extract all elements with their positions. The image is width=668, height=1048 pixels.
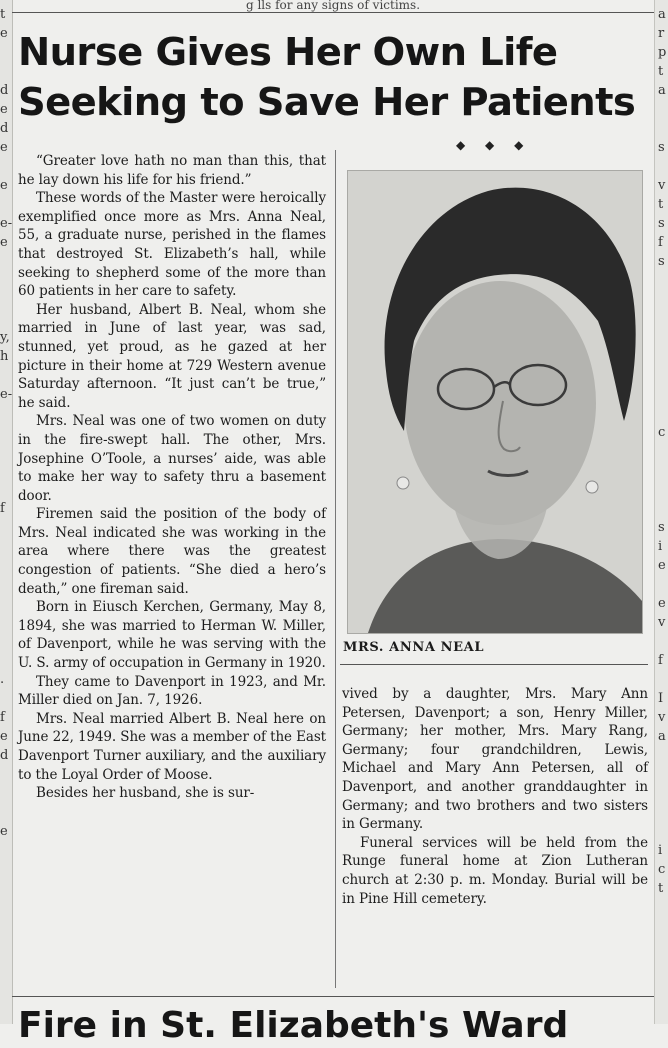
edge-letter: e xyxy=(0,26,8,41)
edge-letter: v xyxy=(658,178,666,193)
edge-letter xyxy=(0,310,11,329)
edge-letter xyxy=(658,937,668,956)
edge-letter: i xyxy=(658,843,663,858)
edge-letter: f xyxy=(0,501,5,516)
edge-letter: e- xyxy=(0,216,13,231)
edge-letter xyxy=(0,595,11,614)
edge-letter: e xyxy=(0,235,8,250)
edge-letter: e xyxy=(0,102,8,117)
edge-letter: f xyxy=(658,235,663,250)
edge-letter xyxy=(658,804,668,823)
edge-letter: s xyxy=(658,140,665,155)
edge-letter xyxy=(0,690,11,709)
edge-letter xyxy=(658,918,668,937)
previous-article-fragment: g lls for any signs of victims. xyxy=(245,0,421,12)
edge-letter: e xyxy=(658,596,666,611)
article-paragraph: Mrs. Neal was one of two women on duty in the fire-swept hall. The other, Mrs. Josephine O’Toole, a nurses’ aide, was able to make her way to safety thru a basement door. xyxy=(18,413,326,504)
article-paragraph: They came to Davenport in 1923, and Mr. Miller died on Jan. 7, 1926. xyxy=(18,673,326,709)
caption-rule xyxy=(340,664,648,665)
edge-letter xyxy=(0,576,11,595)
article-paragraph: “Greater love hath no man than this, that he lay down his life for his friend.” xyxy=(18,153,326,188)
edge-letter: h xyxy=(0,349,9,364)
article-paragraph: Besides her husband, she is sur- xyxy=(36,785,255,802)
portrait-illustration xyxy=(348,171,642,633)
edge-letter xyxy=(0,405,11,424)
edge-letter xyxy=(0,956,11,975)
article-paragraph: Funeral services will be held from the Runge funeral home at Zion Lutheran church at 2:30 p. m. Monday. Burial will be in Pine Hill cemetery. xyxy=(342,834,648,907)
article-paragraph: Mrs. Neal married Albert B. Neal here on June 22, 1949. She was a member of the East Davenport Turner auxiliary, and the auxiliary to the Loyal Order of Moose. xyxy=(18,710,326,783)
edge-letter xyxy=(658,576,668,595)
edge-letter xyxy=(658,899,668,918)
edge-letter xyxy=(0,158,11,177)
article-column-1 xyxy=(18,152,326,803)
edge-letter xyxy=(658,500,668,519)
adjacent-column-left xyxy=(0,0,13,1024)
edge-letter xyxy=(0,272,11,291)
edge-letter xyxy=(658,823,668,842)
edge-letter: s xyxy=(658,520,665,535)
edge-letter xyxy=(658,101,668,120)
edge-letter: t xyxy=(658,197,664,212)
left-edge-fragments xyxy=(0,6,11,1013)
ornament-diamonds: ◆ ◆ ◆ xyxy=(456,138,532,152)
edge-letter: t xyxy=(658,881,664,896)
edge-letter: d xyxy=(0,748,9,763)
article-paragraph: vived by a daughter, Mrs. Mary Ann Petersen, Davenport; a son, Henry Miller, Germany; her mother, Mrs. Mary Rang, Germany; four grandchildren, Lewis, Michael and Mary Ann Petersen, all of Davenport, and another granddaughter in Germany; and two brothers and two sisters in Germany. xyxy=(342,686,648,833)
edge-letter: e xyxy=(658,558,666,573)
edge-letter xyxy=(658,956,668,975)
edge-letter: i xyxy=(658,539,663,554)
edge-letter: t xyxy=(658,64,664,79)
edge-letter: e xyxy=(0,178,8,193)
bottom-rule xyxy=(12,996,654,997)
edge-letter xyxy=(0,975,11,994)
edge-letter xyxy=(0,614,11,633)
edge-letter: t xyxy=(0,7,6,22)
edge-letter xyxy=(0,785,11,804)
edge-letter xyxy=(658,348,668,367)
edge-letter xyxy=(658,291,668,310)
edge-letter: e xyxy=(0,140,8,155)
edge-letter xyxy=(0,424,11,443)
edge-letter xyxy=(658,481,668,500)
edge-letter: c xyxy=(658,425,666,440)
edge-letter: I xyxy=(658,691,664,706)
edge-letter xyxy=(0,481,11,500)
next-headline-fragment: Fire in St. Elizabeth's Ward xyxy=(18,1005,569,1046)
edge-letter: c xyxy=(658,862,666,877)
edge-letter xyxy=(0,861,11,880)
edge-letter xyxy=(658,785,668,804)
edge-letter xyxy=(0,63,11,82)
edge-letter xyxy=(0,44,11,63)
edge-letter: y, xyxy=(0,330,10,345)
edge-letter xyxy=(0,880,11,899)
edge-letter xyxy=(0,899,11,918)
edge-letter xyxy=(658,272,668,291)
edge-letter xyxy=(0,367,11,386)
headline-line-1: Nurse Gives Her Own Life xyxy=(18,30,558,75)
edge-letter: s xyxy=(658,216,665,231)
edge-letter: v xyxy=(658,710,666,725)
photo-caption: MRS. ANNA NEAL xyxy=(343,640,485,655)
headline-line-2: Seeking to Save Her Patients xyxy=(18,80,636,125)
edge-letter xyxy=(658,766,668,785)
edge-letter xyxy=(658,310,668,329)
edge-letter xyxy=(658,386,668,405)
edge-letter: p xyxy=(658,45,667,60)
article-paragraph: Her husband, Albert B. Neal, whom she married in June of last year, was sad, stunned, yet proud, as he gazed at her picture in their home at 729 Western avenue Saturday afternoon. “It just can’t be true,” he said. xyxy=(18,301,326,411)
edge-letter: s xyxy=(658,254,665,269)
edge-letter xyxy=(658,462,668,481)
edge-letter xyxy=(0,652,11,671)
edge-letter xyxy=(0,291,11,310)
article-paragraph: Born in Eiusch Kerchen, Germany, May 8, 1894, she was married to Herman W. Miller, of Davenport, while he was serving with the U. S. army of occupation in Germany in 1920. xyxy=(18,599,326,672)
edge-letter xyxy=(0,804,11,823)
edge-letter xyxy=(0,937,11,956)
edge-letter xyxy=(0,538,11,557)
edge-letter xyxy=(0,633,11,652)
edge-letter: a xyxy=(658,729,666,744)
edge-letter xyxy=(658,633,668,652)
edge-letter: d xyxy=(0,121,9,136)
column-rule xyxy=(335,150,336,988)
edge-letter: e xyxy=(0,824,8,839)
edge-letter: e- xyxy=(0,387,13,402)
edge-letter xyxy=(0,994,11,1013)
edge-letter xyxy=(658,158,668,177)
edge-letter xyxy=(658,443,668,462)
edge-letter xyxy=(658,405,668,424)
edge-letter: f xyxy=(0,710,5,725)
edge-letter: d xyxy=(0,83,9,98)
edge-letter xyxy=(658,367,668,386)
edge-letter xyxy=(0,918,11,937)
edge-letter xyxy=(658,329,668,348)
edge-letter xyxy=(658,120,668,139)
edge-letter xyxy=(0,443,11,462)
edge-letter xyxy=(0,462,11,481)
edge-letter: a xyxy=(658,83,666,98)
article-paragraph: These words of the Master were heroically exemplified once more as Mrs. Anna Neal, 55, a graduate nurse, perished in the flames that destroyed St. Elizabeth’s hall, while seeking to shepherd some of the more than 60 patients in her care to safety. xyxy=(18,190,326,300)
edge-letter: v xyxy=(658,615,666,630)
article-paragraph: Firemen said the position of the body of Mrs. Neal indicated she was working in the area where there was the greatest congestion of patients. “She died a hero’s death,” one fireman said. xyxy=(18,506,326,597)
headline xyxy=(18,28,638,128)
edge-letter xyxy=(0,766,11,785)
edge-letter xyxy=(658,671,668,690)
edge-letter xyxy=(0,196,11,215)
edge-letter: e xyxy=(0,729,8,744)
edge-letter xyxy=(658,747,668,766)
top-rule xyxy=(12,12,654,13)
edge-letter: . xyxy=(0,672,5,687)
portrait-photo xyxy=(347,170,643,634)
edge-letter: f xyxy=(658,653,663,668)
edge-letter xyxy=(0,253,11,272)
edge-letter: a xyxy=(658,7,666,22)
edge-letter xyxy=(0,519,11,538)
edge-letter xyxy=(0,842,11,861)
edge-letter xyxy=(0,557,11,576)
adjacent-column-right xyxy=(654,0,668,1024)
right-edge-fragments xyxy=(658,6,668,975)
edge-letter: r xyxy=(658,26,665,41)
article-column-2 xyxy=(342,685,648,908)
